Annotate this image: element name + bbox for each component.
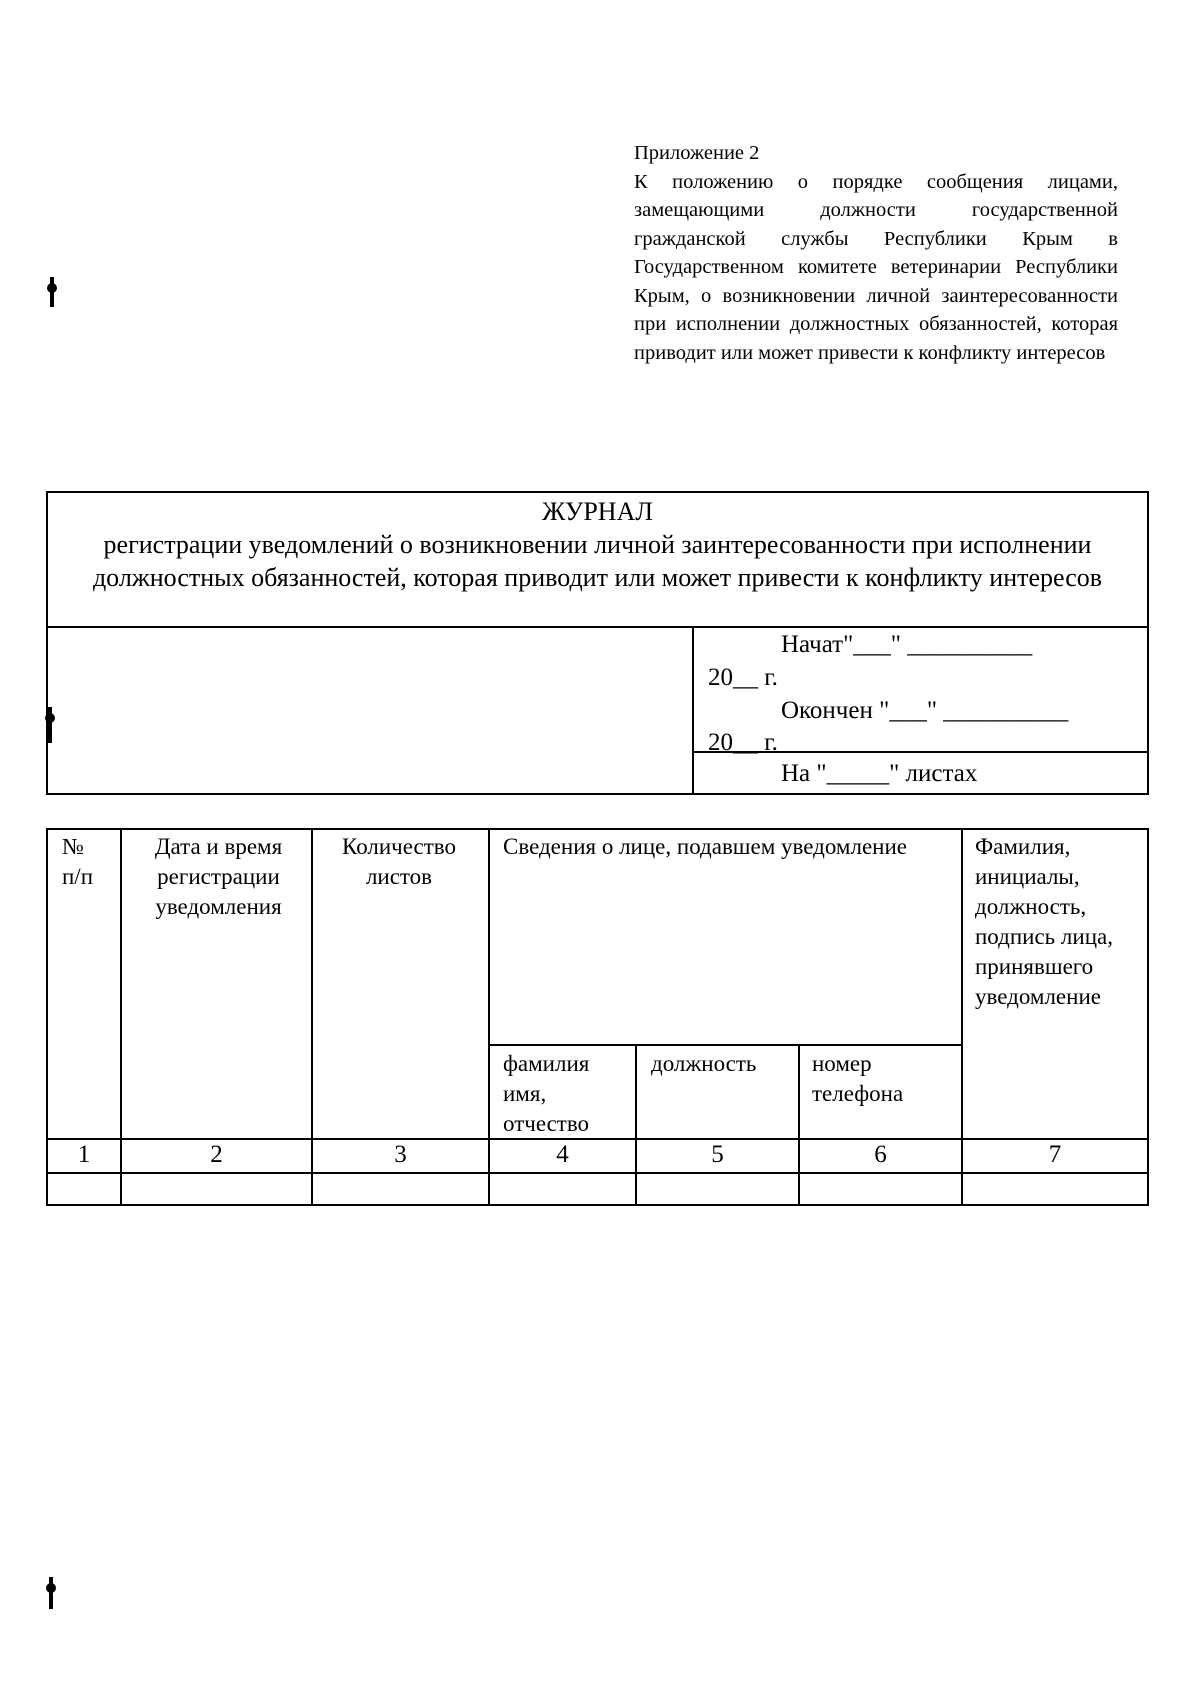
- registration-table: [46, 828, 1149, 1206]
- journal-box: [46, 491, 1149, 795]
- sheets-line: На "_____" листах: [781, 760, 978, 787]
- journal-blank-cell: [48, 628, 694, 795]
- column-number: 3: [394, 1141, 407, 1168]
- started-line: Начат"___" __________: [781, 631, 1033, 658]
- started-year: 20__ г.: [708, 664, 778, 691]
- journal-head: [48, 493, 1147, 628]
- ended-year: 20__ г.: [708, 729, 778, 756]
- journal-subtitle: регистрации уведомлений о возникновении личной заинтересованности при исполнении должностных обязанностей, которая приводит или может привести к конфликту интересов: [92, 530, 1103, 592]
- scan-mark: [48, 707, 52, 743]
- header-position: должность: [651, 1051, 757, 1076]
- column-number: 5: [711, 1141, 724, 1168]
- table-row: [48, 1174, 1147, 1204]
- header-registration-datetime: Дата и время регистрации уведомления: [154, 834, 283, 919]
- header-receiver-info: Фамилия, инициалы, должность, подпись лица, принявшего уведомление: [975, 834, 1113, 1009]
- column-number: 4: [556, 1141, 569, 1168]
- column-number: 6: [874, 1141, 887, 1168]
- column-number: 1: [77, 1141, 91, 1168]
- header-full-name: фамилия имя, отчество: [503, 1051, 590, 1136]
- column-number: 2: [210, 1141, 223, 1168]
- appendix-text: К положению о порядке сообщения лицами, замещающими должности государственной гражданской службы Республики Крым в Государственном комитете ветеринарии Республики Крым, о возникновении личной заинтересованности при исполнении должностных обязанностей, которая приводит или может привести к конфликту интересов: [634, 170, 1118, 364]
- header-phone-number: номер телефона: [812, 1051, 904, 1106]
- journal-dates-cell: [694, 628, 1149, 795]
- appendix-block: [634, 139, 1118, 367]
- scan-mark: [49, 1577, 53, 1609]
- header-applicant-info: Сведения о лице, подавшем уведомление: [503, 834, 907, 859]
- scan-mark: [50, 277, 54, 307]
- subheader-divider: [488, 1044, 961, 1046]
- journal-heading: ЖУРНАЛ: [542, 497, 653, 526]
- appendix-title: Приложение 2: [634, 142, 760, 164]
- ended-line: Окончен "___" __________: [781, 697, 1069, 724]
- column-number: 7: [1048, 1141, 1062, 1168]
- header-sheets-count: Количество листов: [342, 834, 456, 889]
- sheets-row: [694, 751, 1149, 795]
- header-number: № п/п: [62, 834, 94, 889]
